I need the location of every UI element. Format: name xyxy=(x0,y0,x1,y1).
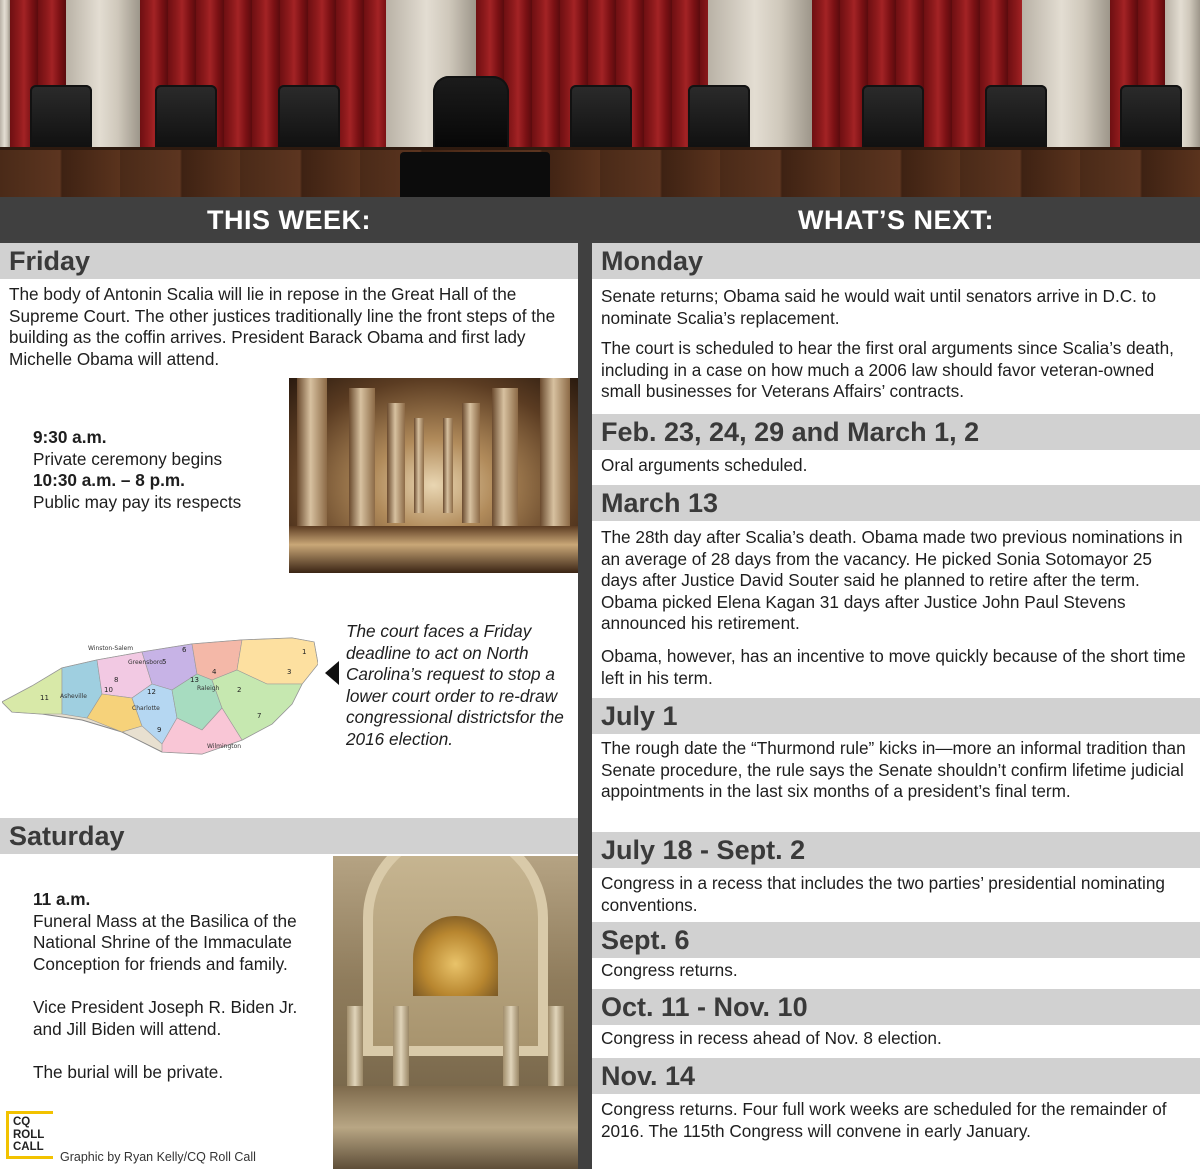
district-number: 3 xyxy=(287,668,292,676)
pointer-arrow-icon xyxy=(325,661,339,685)
oct-11-para: Congress in recess ahead of Nov. 8 election. xyxy=(601,1028,942,1048)
column-divider xyxy=(578,197,592,1169)
march-13-heading: March 13 xyxy=(592,485,1200,521)
march-13-para-2: Obama, however, has an incentive to move quickly because of the short time left in his term. xyxy=(601,646,1186,688)
map-label: Charlotte xyxy=(132,705,160,712)
basilica-photo xyxy=(333,856,578,1169)
cq-roll-call-logo xyxy=(6,1111,53,1159)
july-1-heading: July 1 xyxy=(592,698,1200,734)
saturday-heading: Saturday xyxy=(0,818,578,854)
nov-14-para: Congress returns. Four full work weeks are scheduled for the remainder of 2016. The 115th Congress will convene in early January. xyxy=(601,1099,1167,1141)
map-label: Wilmington xyxy=(207,743,242,750)
saturday-note: The burial will be private. xyxy=(33,1061,224,1082)
march-13-para-1: The 28th day after Scalia’s death. Obama made two previous nominations in an average of 28 days from the vacancy. He picked Sonia Sotomayor 25 days after Justice David Souter said he planned to retire after the term. Obama picked Elena Kagan 31 days after Justice John Paul Stevens announced his retirement. xyxy=(601,527,1183,634)
sept-6-heading: Sept. 6 xyxy=(592,922,1200,958)
district-number: 9 xyxy=(157,726,162,734)
schedule-desc: Private ceremony begins xyxy=(33,448,223,469)
oct-11-heading: Oct. 11 - Nov. 10 xyxy=(592,989,1200,1025)
schedule-desc: Public may pay its respects xyxy=(33,491,242,512)
friday-body: The body of Antonin Scalia will lie in repose in the Great Hall of the Supreme Court. The other justices traditionally line the front steps of the building as the coffin arrives. President Barack Obama and first lady Michelle Obama will attend. xyxy=(9,284,556,369)
feb-arguments-heading: Feb. 23, 24, 29 and March 1, 2 xyxy=(592,414,1200,450)
district-number: 8 xyxy=(114,676,119,684)
logo-line: CQ xyxy=(13,1116,31,1128)
monday-para-1: Senate returns; Obama said he would wait until senators arrive in D.C. to nominate Scalia’s replacement. xyxy=(601,286,1157,328)
schedule-time: 9:30 a.m. xyxy=(33,427,107,447)
friday-heading: Friday xyxy=(0,243,578,279)
monday-heading: Monday xyxy=(592,243,1200,279)
saturday-note: Vice President Joseph R. Biden Jr. and Jill Biden will attend. xyxy=(33,996,298,1039)
sept-6-para: Congress returns. xyxy=(601,960,738,980)
schedule-time: 11 a.m. xyxy=(33,889,91,909)
map-label: Raleigh xyxy=(197,685,220,692)
map-label: Asheville xyxy=(60,693,87,700)
district-number: 13 xyxy=(190,676,199,684)
this-week-header: THIS WEEK: xyxy=(0,197,578,243)
feb-arguments-para: Oral arguments scheduled. xyxy=(601,455,808,475)
schedule-desc: Funeral Mass at the Basilica of the National Shrine of the Immaculate Conception for friends and family. xyxy=(33,910,297,974)
saturday-schedule xyxy=(33,889,323,1083)
logo-line: ROLL xyxy=(13,1128,45,1141)
district-number: 1 xyxy=(302,648,307,656)
july-1-para: The rough date the “Thurmond rule” kicks in—more an informal tradition than Senate procedure, the rule says the Senate shouldn’t confirm lifetime judicial appointments in the last six months of a president’s final term. xyxy=(601,738,1186,802)
friday-schedule xyxy=(33,427,283,513)
hero-photo-court-bench xyxy=(0,0,1200,197)
whats-next-header: WHAT’S NEXT: xyxy=(592,197,1200,243)
monday-para-2: The court is scheduled to hear the first oral arguments since Scalia’s death, including in a case on how much a 2006 law should favor veteran-owned small businesses for Veterans Affairs’ contracts. xyxy=(601,338,1174,402)
district-number: 7 xyxy=(257,712,262,720)
map-label: Winston-Salem xyxy=(88,645,134,652)
great-hall-photo xyxy=(289,378,578,573)
district-number: 12 xyxy=(147,688,156,696)
nov-14-heading: Nov. 14 xyxy=(592,1058,1200,1094)
district-number: 6 xyxy=(182,646,187,654)
logo-line: CALL xyxy=(13,1141,44,1153)
district-number: 4 xyxy=(212,668,217,676)
draped-chair xyxy=(433,76,509,154)
district-number: 11 xyxy=(40,694,49,702)
schedule-time: 10:30 a.m. – 8 p.m. xyxy=(33,470,185,491)
map-label: Greensboro xyxy=(128,659,163,666)
district-number: 10 xyxy=(104,686,113,694)
district-number: 2 xyxy=(237,686,242,694)
july-18-heading: July 18 - Sept. 2 xyxy=(592,832,1200,868)
graphic-credit: Graphic by Ryan Kelly/CQ Roll Call xyxy=(60,1150,256,1164)
district-number: 5 xyxy=(162,658,167,666)
july-18-para: Congress in a recess that includes the two parties’ presidential nominating conventions. xyxy=(601,873,1165,915)
north-carolina-district-map xyxy=(2,634,318,760)
nc-map-caption: The court faces a Friday deadline to act on North Carolina’s request to stop a lower court order to re-draw congressional districtsfor the 2016 election. xyxy=(346,621,564,749)
